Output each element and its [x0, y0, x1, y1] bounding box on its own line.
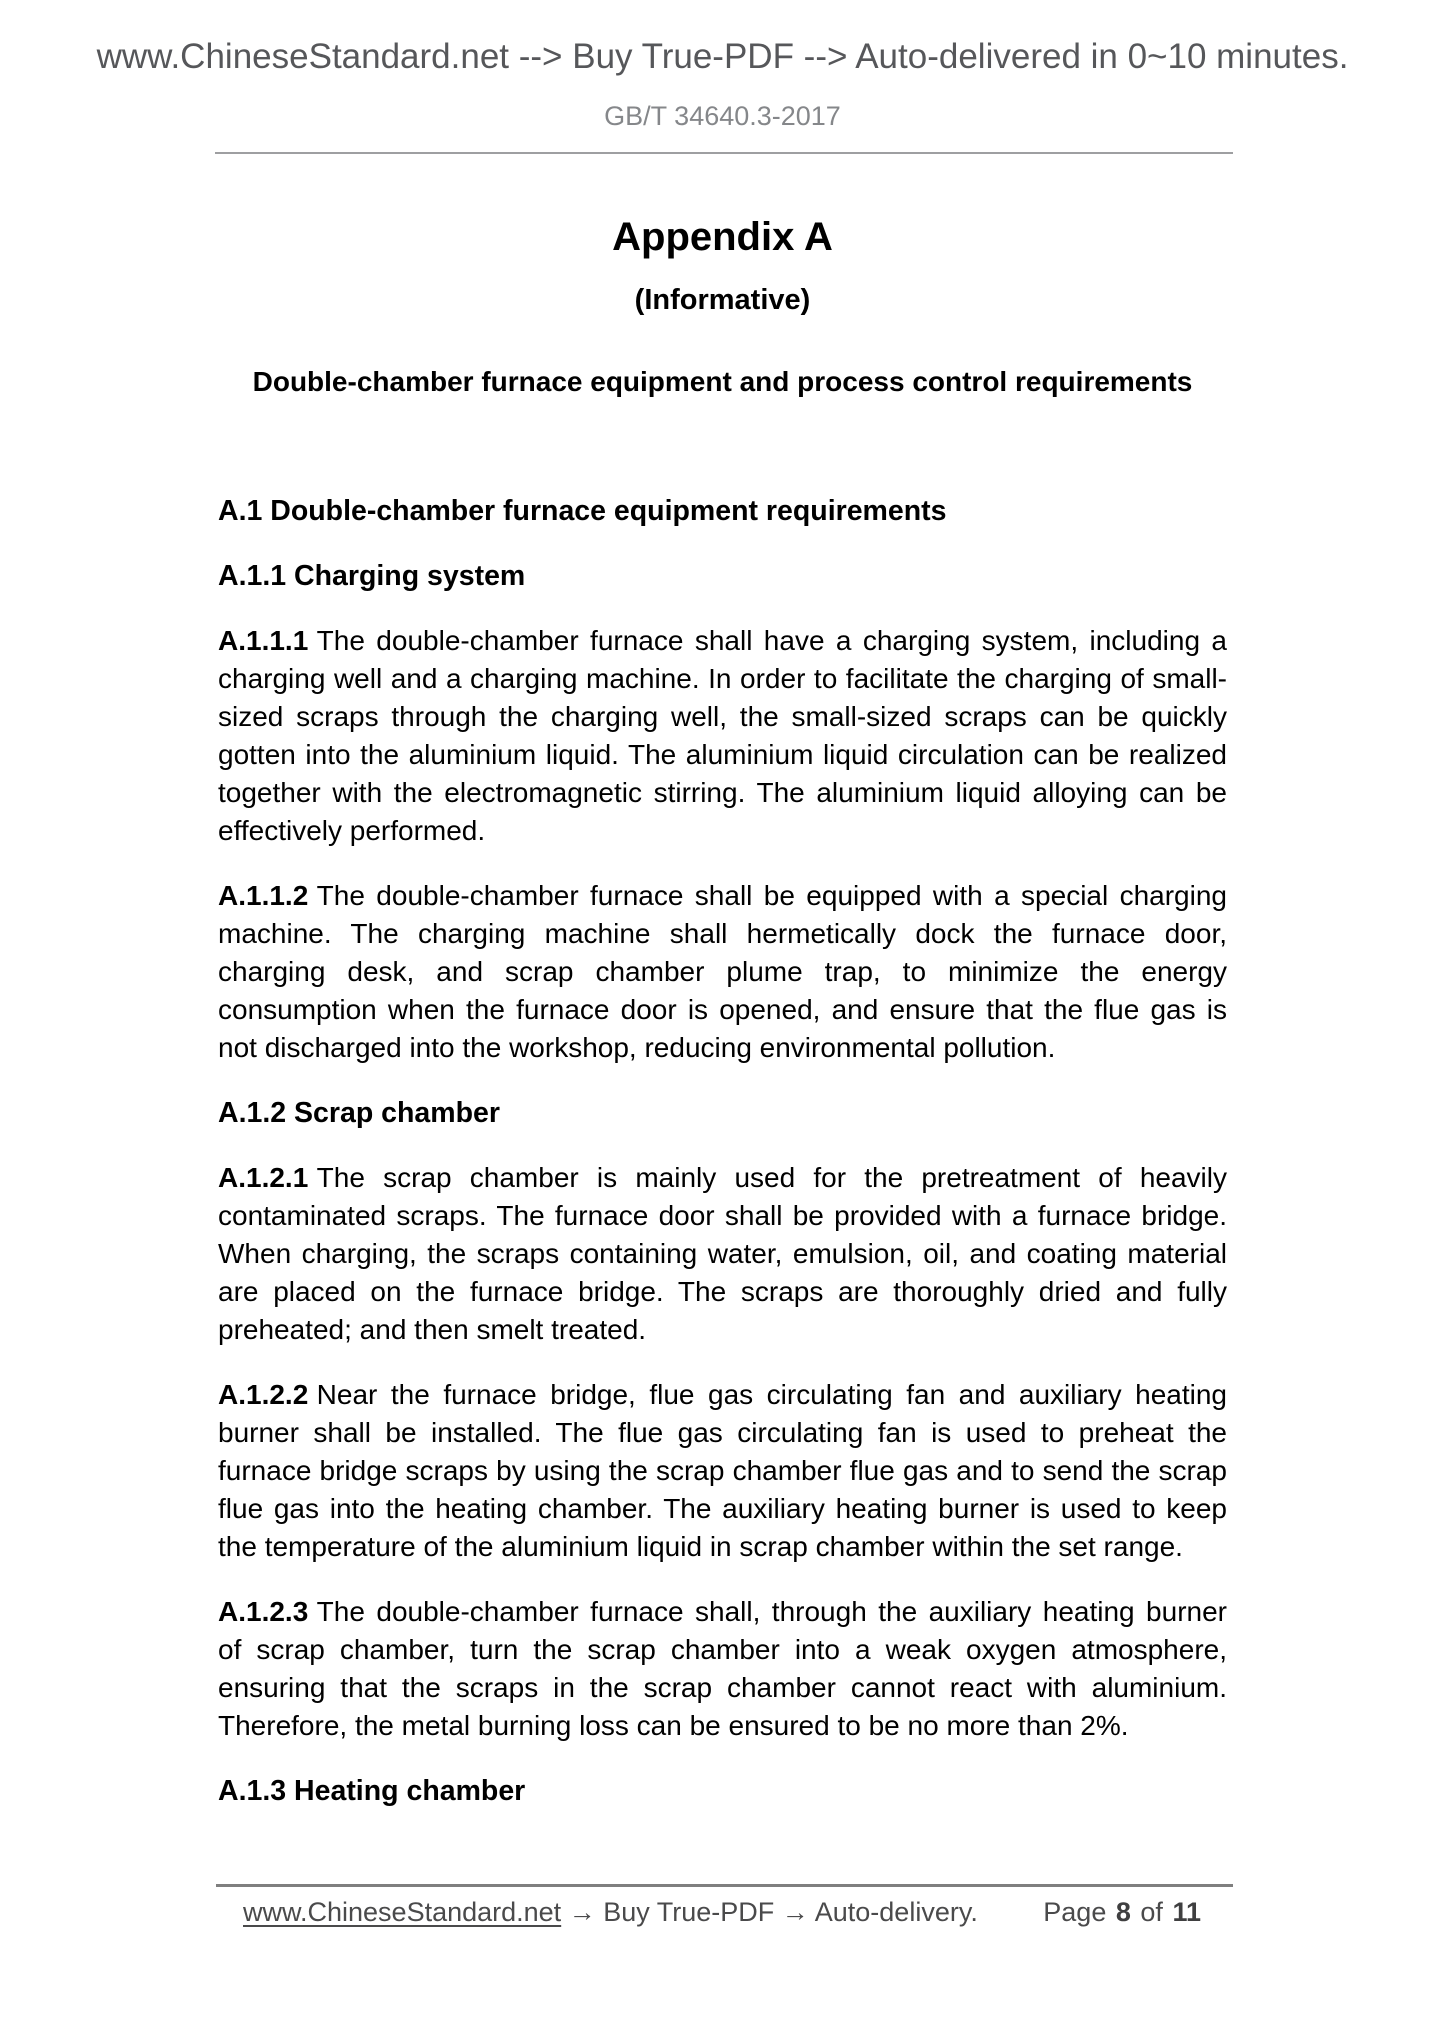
clause-label-a1-2-1: A.1.2.1: [218, 1162, 309, 1193]
standard-number: GB/T 34640.3-2017: [604, 101, 841, 131]
page-of-label: of: [1140, 1897, 1163, 1927]
clause-label-a1-2-2: A.1.2.2: [218, 1379, 309, 1410]
paragraph-a1-2-2: [218, 1376, 1227, 1566]
footer-left: [243, 1896, 978, 1928]
document-title: Double-chamber furnace equipment and process control requirements: [252, 366, 1193, 397]
body-column: [218, 492, 1227, 1837]
appendix-title: Appendix A: [612, 215, 833, 259]
clause-text-a1-2-2: Near the furnace bridge, flue gas circulating fan and auxiliary heating burner shall be installed. The flue gas circulating fan is used to preheat the furnace bridge scraps by using the scrap chamber flue gas and to send the scrap flue gas into the heating chamber. The auxiliary heating burner is used to keep the temperature of the aluminium liquid in scrap chamber within the set range.: [218, 1379, 1227, 1562]
paragraph-a1-1-2: [218, 877, 1227, 1067]
clause-label-a1-2-3: A.1.2.3: [218, 1596, 309, 1627]
paragraph-a1-2-1: [218, 1159, 1227, 1349]
header-promo-line: www.ChineseStandard.net --> Buy True-PDF --> Auto-delivered in 0~10 minutes.: [96, 37, 1349, 76]
page-current: 8: [1115, 1897, 1131, 1927]
clause-text-a1-2-3: The double-chamber furnace shall, through the auxiliary heating burner of scrap chamber, turn the scrap chamber into a weak oxygen atmosphere, ensuring that the scraps in the scrap chamber cannot react with aluminium. Therefore, the metal burning loss can be ensured to be no more than 2%.: [218, 1596, 1227, 1741]
subsection-heading-a1-1: A.1.1 Charging system: [218, 560, 526, 592]
appendix-type: (Informative): [634, 284, 811, 316]
subsection-heading-a1-3: A.1.3 Heating chamber: [218, 1775, 526, 1807]
page-total: 11: [1172, 1897, 1201, 1927]
footer-site-link[interactable]: www.ChineseStandard.net: [243, 1897, 562, 1927]
clause-text-a1-2-1: The scrap chamber is mainly used for the pretreatment of heavily contaminated scraps. The furnace door shall be provided with a furnace bridge. When charging, the scraps containing water, emulsion, oil, and coating material are placed on the furnace bridge. The scraps are thoroughly dried and fully preheated; and then smelt treated.: [218, 1162, 1227, 1345]
footer-divider: [216, 1884, 1233, 1887]
paragraph-a1-1-1: [218, 622, 1227, 850]
footer-page-indicator: [1043, 1896, 1203, 1928]
clause-label-a1-1-2: A.1.1.2: [218, 880, 309, 911]
clause-text-a1-1-2: The double-chamber furnace shall be equipped with a special charging machine. The charging machine shall hermetically dock the furnace door, charging desk, and scrap chamber plume trap, to minimize the energy consumption when the furnace door is opened, and ensure that the flue gas is not discharged into the workshop, reducing environmental pollution.: [218, 880, 1227, 1063]
header-divider: [215, 152, 1233, 154]
section-heading-a1: A.1 Double-chamber furnace equipment requirements: [218, 495, 947, 527]
clause-label-a1-1-1: A.1.1.1: [218, 625, 309, 656]
paragraph-a1-2-3: [218, 1593, 1227, 1745]
footer-left-text: → Buy True-PDF → Auto-delivery.: [568, 1897, 978, 1927]
subsection-heading-a1-2: A.1.2 Scrap chamber: [218, 1097, 500, 1129]
footer: [243, 1896, 1203, 1928]
page-label: Page: [1043, 1897, 1107, 1927]
clause-text-a1-1-1: The double-chamber furnace shall have a charging system, including a charging well and a charging machine. In order to facilitate the charging of small-sized scraps through the charging well, the small-sized scraps can be quickly gotten into the aluminium liquid. The aluminium liquid circulation can be realized together with the electromagnetic stirring. The aluminium liquid alloying can be effectively performed.: [218, 625, 1227, 846]
